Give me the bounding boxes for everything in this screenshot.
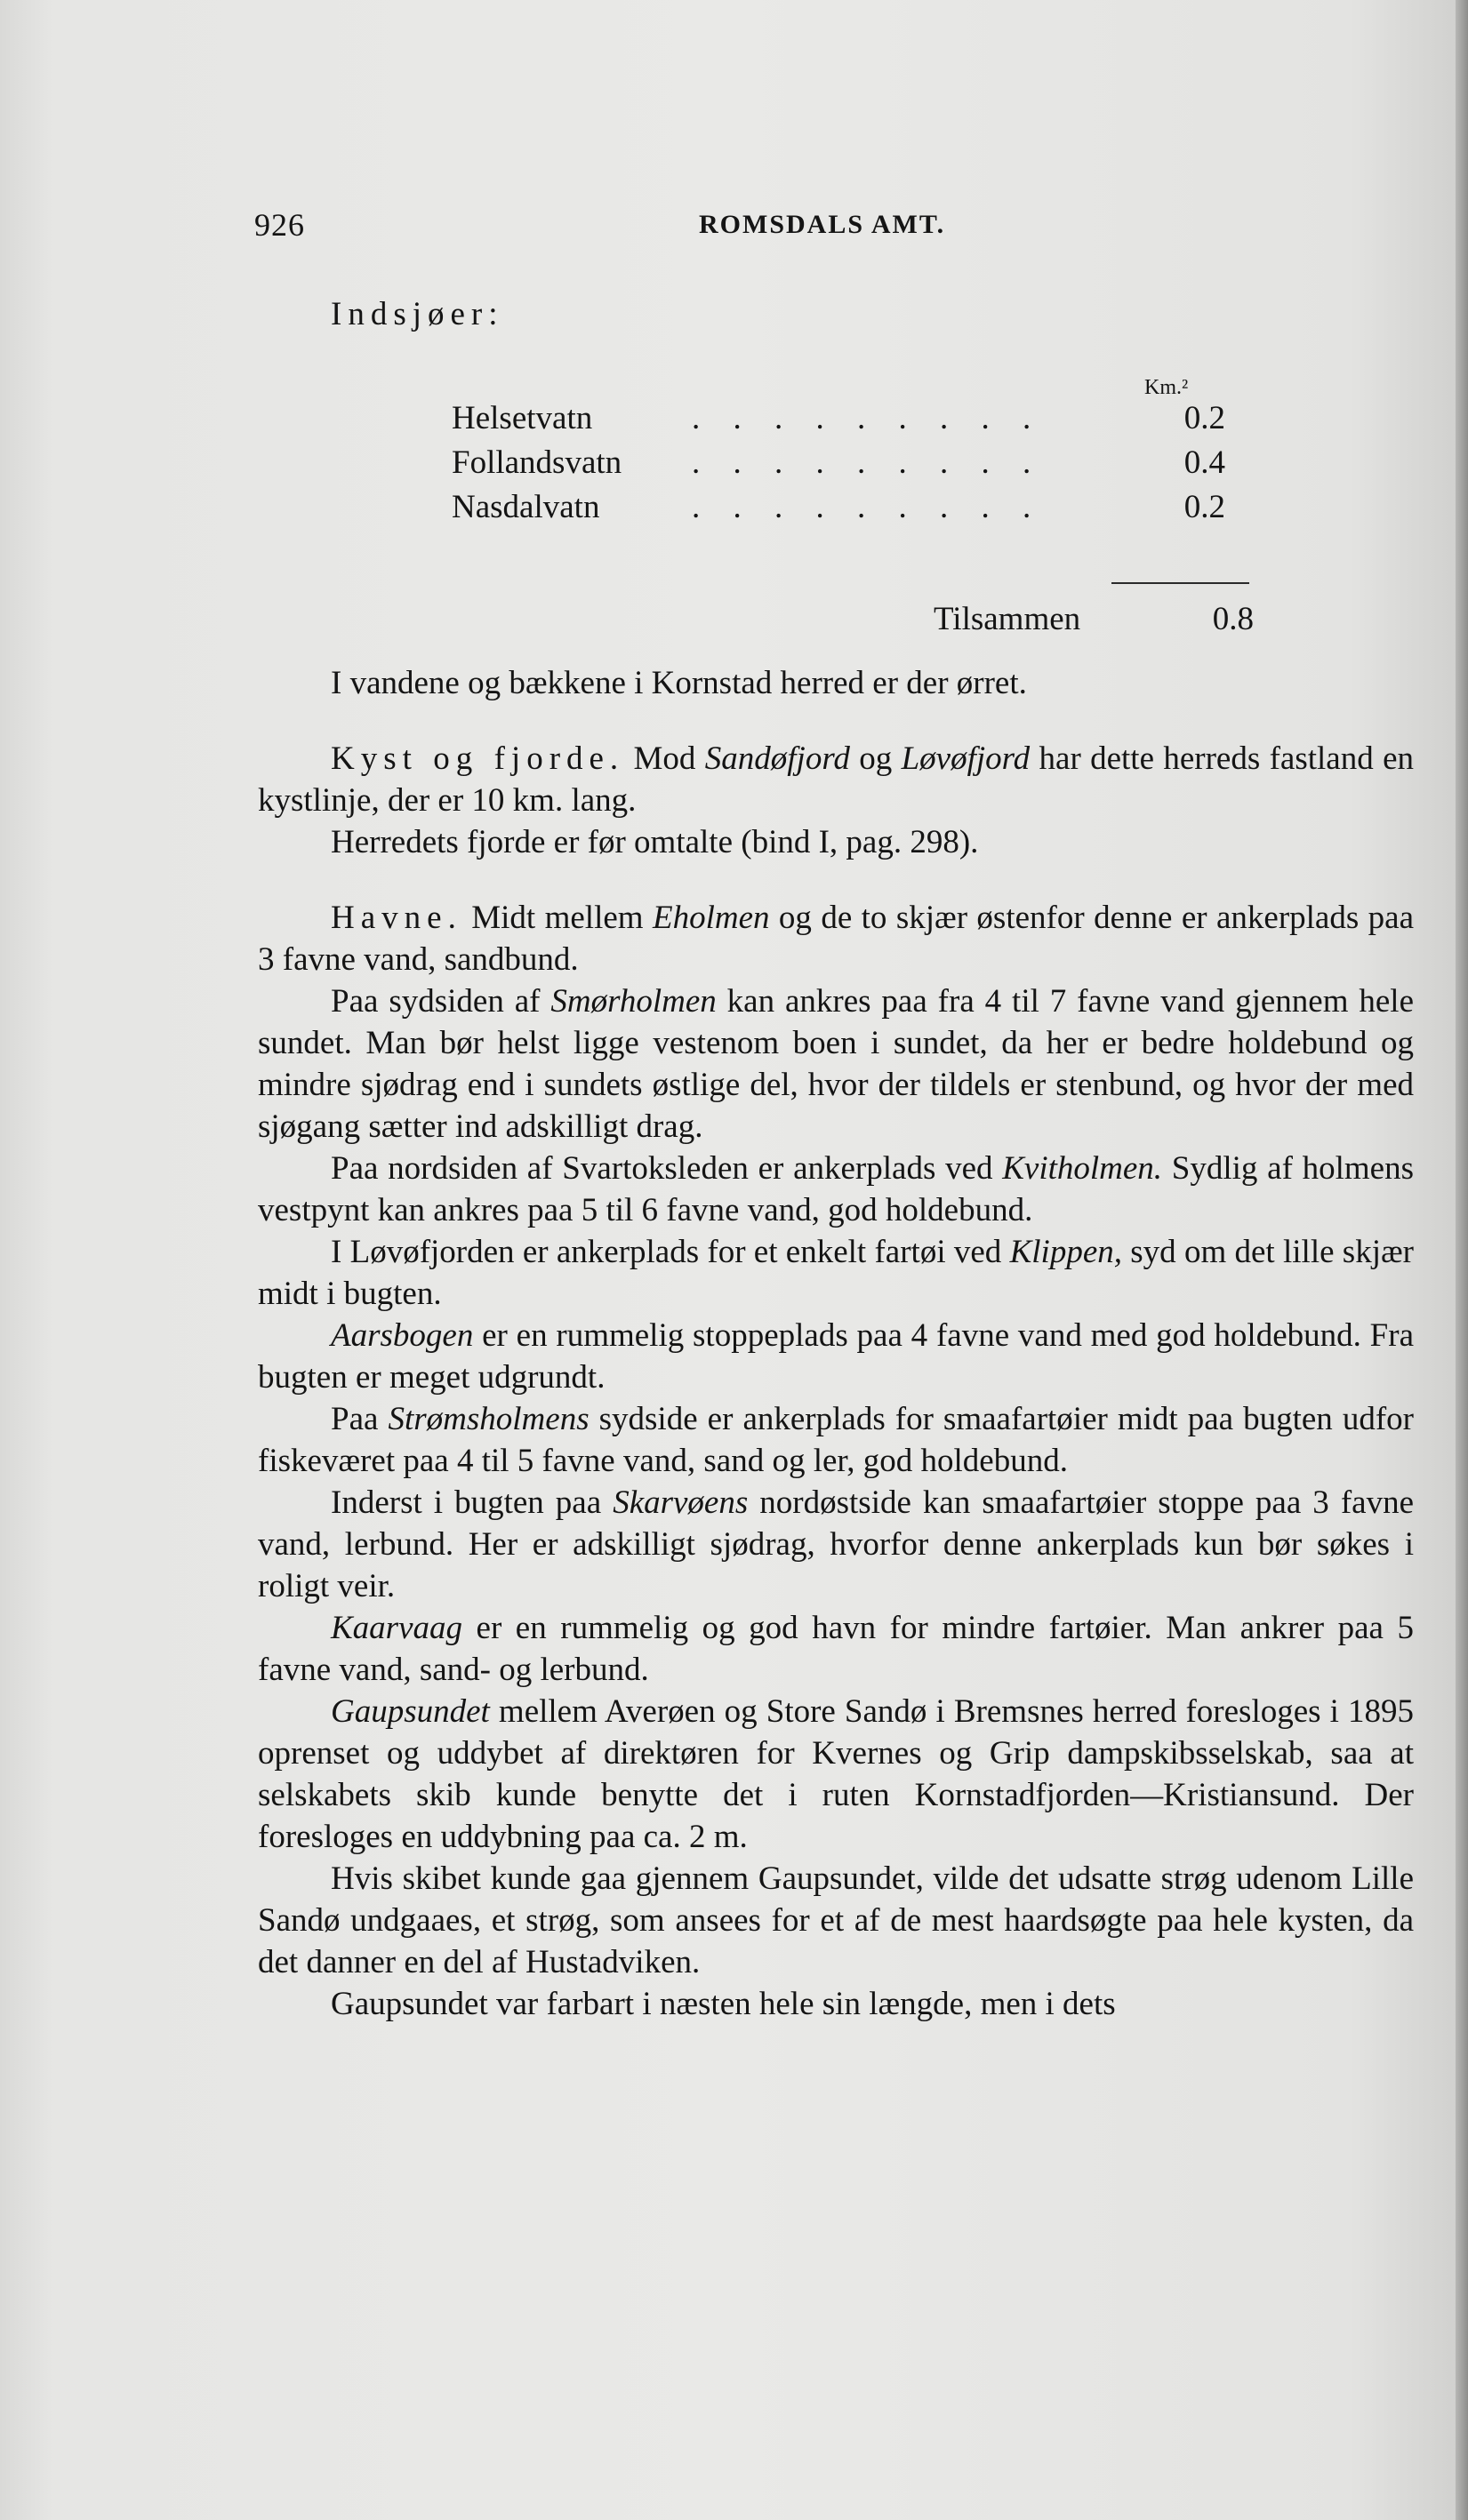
paragraph-gaupsundet <box>258 1691 1414 1858</box>
text: Mod <box>624 740 705 777</box>
paragraph-fjords <box>258 821 1414 863</box>
place-name: Kvitholmen. <box>1002 1150 1163 1187</box>
page-header <box>254 206 1410 260</box>
section-title-coast: Kyst og fjorde. <box>331 740 625 777</box>
place-name: Klippen, <box>1009 1234 1122 1270</box>
text: og de to skjær østenfor denne er ankerplads paa 3 favne vand, sandbund. <box>258 900 1414 978</box>
paragraph-kaarvaag <box>258 1607 1414 1691</box>
text: er en rummelig og god havn for mindre fartøier. Man ankrer paa 5 favne vand, sand- og lerbund. <box>258 1610 1414 1688</box>
text: Sydlig af holmens vestpynt kan ankres paa 5 til 6 favne vand, god holdebund. <box>258 1150 1414 1228</box>
text: Midt mellem <box>461 900 653 936</box>
lake-row <box>452 442 1225 484</box>
place-name: Smørholmen <box>550 983 717 1020</box>
lake-name: Follandsvatn <box>452 444 622 481</box>
place-name: Strømsholmens <box>388 1401 590 1437</box>
lakes-heading: Indsjøer: <box>331 296 504 332</box>
paragraph-kvitholmen <box>258 1148 1414 1231</box>
dot-leader: . . . . . . . . . <box>692 489 1044 525</box>
place-name: Løvøfjord <box>901 740 1031 777</box>
text: Herredets fjorde er før omtalte (bind I, pag. 298). <box>331 824 979 860</box>
total-value: 0.8 <box>1212 601 1254 637</box>
lake-name: Nasdalvatn <box>452 489 600 525</box>
sum-rule <box>1111 582 1249 584</box>
paragraph-coast <box>258 738 1414 821</box>
text: sydside er ankerplads for smaafartøier midt paa bugten udfor fiskeværet paa 4 til 5 favne vand, sand og ler, god holdebund. <box>258 1401 1414 1479</box>
place-name: Sandøfjord <box>704 740 850 777</box>
paragraph-hustadviken <box>258 1858 1414 1983</box>
dot-leader: . . . . . . . . . <box>692 444 1044 481</box>
text: Paa <box>331 1401 389 1437</box>
text: I Løvøfjorden er ankerplads for et enkelt fartøi ved <box>331 1234 1010 1270</box>
page-number: 926 <box>254 207 305 243</box>
text: er en rummelig stoppeplads paa 4 favne vand med god holdebund. Fra bugten er meget udgrundt. <box>258 1317 1414 1396</box>
place-name: Aarsbogen <box>331 1317 474 1354</box>
text: syd om det lille skjær midt i bugten. <box>258 1234 1414 1312</box>
paragraph-klippen <box>258 1231 1414 1315</box>
paragraph-skarvoen <box>258 1482 1414 1607</box>
text: Inderst i bugten paa <box>331 1484 614 1521</box>
lake-area: 0.2 <box>1183 489 1225 525</box>
paragraph-aarsbogen <box>258 1315 1414 1398</box>
section-title-harbours: Havne. <box>331 900 462 936</box>
page-edge-shadow <box>1456 0 1468 2520</box>
paragraph-gaupsundet-continued <box>258 1983 1414 2025</box>
total-label: Tilsammen <box>934 601 1081 637</box>
paragraph-smorholmen <box>258 980 1414 1148</box>
text: har dette herreds fastland en kystlinje, der er 10 km. lang. <box>258 740 1414 819</box>
place-name: Skarvøens <box>613 1484 749 1521</box>
lake-name: Helsetvatn <box>452 400 593 436</box>
text: Paa nordsiden af Svartoksleden er ankerplads ved <box>331 1150 1003 1187</box>
paragraph-harbours <box>258 897 1414 980</box>
unit-label: Km.² <box>1144 376 1189 399</box>
place-name: Kaarvaag <box>331 1610 462 1646</box>
text: og <box>849 740 902 777</box>
text: I vandene og bækkene i Kornstad herred er der ørret. <box>331 665 1027 701</box>
text: mellem Averøen og Store Sandø i Bremsnes herred foresloges i 1895 oprenset og uddybet af direktøren for Kvernes og Grip dampskibsselskab, saa at selskabets skib kunde benytte det i ruten Kornstadfjorden—Kristiansund. Der foresloges en uddybning paa ca. 2 m. <box>258 1693 1414 1855</box>
dot-leader: . . . . . . . . . <box>692 400 1044 436</box>
text: Gaupsundet var farbart i næsten hele sin længde, men i dets <box>331 1986 1116 2022</box>
lake-row <box>452 486 1225 528</box>
lake-row <box>452 397 1225 439</box>
text: Paa sydsiden af <box>331 983 551 1020</box>
running-head: ROMSDALS AMT. <box>699 210 946 239</box>
text: Hvis skibet kunde gaa gjennem Gaupsundet, vilde det udsatte strøg udenom Lille Sandø undgaaes, et strøg, som ansees for et af de mest haardsøgte paa hele kysten, da det danner en del af Hustadviken. <box>258 1860 1414 1980</box>
text: kan ankres paa fra 4 til 7 favne vand gjennem hele sundet. Man bør helst ligge vestenom boen i sundet, da her er bedre holdebund og mindre sjødrag end i sundets østlige del, hvor der tildels er stenbund, og hvor der med sjøgang sætter ind adskilligt drag. <box>258 983 1414 1145</box>
place-name: Eholmen <box>652 900 770 936</box>
text: nordøstside kan smaafartøier stoppe paa 3 favne vand, lerbund. Her er adskilligt sjødrag, hvorfor denne ankerplads kun bør søkes i roligt veir. <box>258 1484 1414 1604</box>
lake-area: 0.2 <box>1183 400 1225 436</box>
place-name: Gaupsundet <box>331 1693 490 1730</box>
lakes-table <box>258 367 1254 652</box>
paragraph-trout <box>258 662 1414 704</box>
paragraph-stromsholmen <box>258 1398 1414 1482</box>
page-body <box>258 293 1414 2025</box>
lake-area: 0.4 <box>1183 444 1225 481</box>
